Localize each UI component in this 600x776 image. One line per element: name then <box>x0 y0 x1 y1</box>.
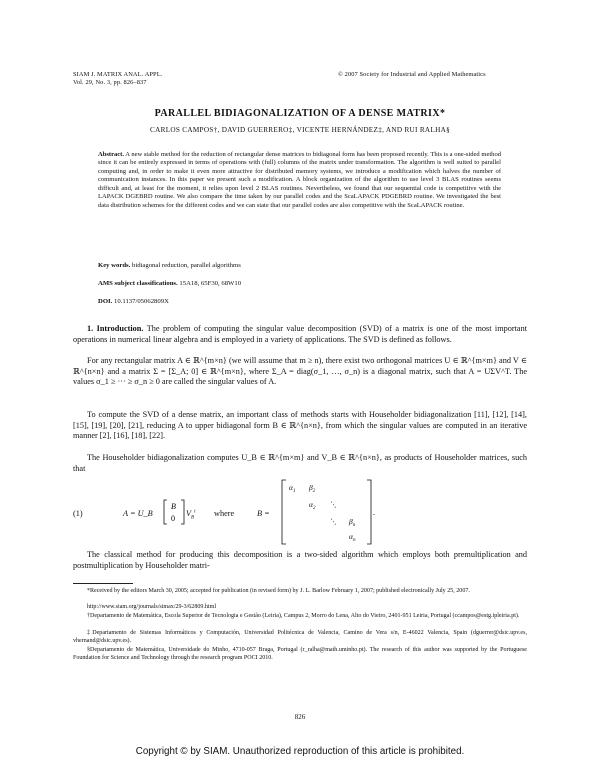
svg-text:α2: $\alpha_2$ <box>309 500 316 511</box>
paper-authors: CARLOS CAMPOS†, DAVID GUERRERO‡, VICENTE HERNÁNDEZ‡, AND RUI RALHA§ <box>150 126 450 134</box>
footnote-received: *Received by the editors March 30, 2005; accepted for publication (in revised form) by J. L. Barlow February 1, 2007; published electronically July 25, 2007. <box>87 588 470 594</box>
intro-paragraph-1 <box>73 324 527 345</box>
equation-b: B = <box>257 509 270 518</box>
svg-text:⋱: ⋱ <box>329 517 337 526</box>
equation-lhs: A = U_B <box>123 509 153 518</box>
intro-paragraph-3: To compute the SVD of a dense matrix, an important class of methods starts with Householder bidiagonalization [11], [12], [14], [15], [19], [20], [21], reducing A to upper bidiagonal form B ∈ ℝ^{n×n}, from which the singular values are computed in an iterative manner [2], [16], [18], [22]. <box>73 410 527 441</box>
intro-p1-text: The problem of computing the singular value decomposition (SVD) of a matrix is one of the most important operations in numerical linear algebra and is employed in a variety of applications. The SVD is defined as follows. <box>73 324 528 344</box>
block-matrix <box>163 499 185 525</box>
copyright-notice: Copyright © by SIAM. Unauthorized reproduction of this article is prohibited. <box>135 746 465 757</box>
doi-text: 10.1137/05062809X <box>113 298 169 305</box>
intro-paragraph-5: The classical method for producing this decomposition is a two-sided algorithm which employs both premultiplication and postmultiplication by Householder matri- <box>73 550 527 570</box>
svg-text:α1: $\alpha_1$ <box>289 483 296 494</box>
page-number: 826 <box>294 713 306 721</box>
bidiagonal-matrix <box>281 479 377 545</box>
equation-label: (1) <box>73 509 83 518</box>
journal-line-1: SIAM J. MATRIX ANAL. APPL. <box>73 71 163 78</box>
section-heading: 1. Introduction. <box>87 324 144 333</box>
svg-text:⋱: ⋱ <box>329 500 337 509</box>
footnote-rule <box>73 583 133 584</box>
paper-title: PARALLEL BIDIAGONALIZATION OF A DENSE MATRIX* <box>154 108 446 119</box>
doi-label: DOI. <box>98 298 113 305</box>
equation-vbt: $V_B^t$ <box>186 509 196 521</box>
svg-text:0: 0 <box>171 514 175 523</box>
bidiagonal-matrix-svg <box>281 479 377 545</box>
society-line: © 2007 Society for Industrial and Applied Mathematics <box>338 71 486 78</box>
footnote-author-3: §Departamento de Matemática, Universidade do Minho, 4710-057 Braga, Portugal (r_ralha@math.uminho.pt). The research of this author was supported by the Portuguese Foundation for Science and Technology through the research program POCI 2010. <box>73 647 527 661</box>
intro-paragraph-4: The Householder bidiagonalization computes U_B ∈ ℝ^{m×m} and V_B ∈ ℝ^{n×n}, as products of Householder matrices, such that <box>73 453 527 473</box>
svg-text:βn: $\beta_n$ <box>349 517 356 528</box>
ams-label: AMS subject classifications. <box>98 280 178 287</box>
keywords-label: Key words. <box>98 262 131 269</box>
abstract-label: Abstract. <box>98 151 124 158</box>
keywords-text: bidiagonal reduction, parallel algorithms <box>132 262 241 269</box>
ams-classifications <box>98 280 501 287</box>
keywords <box>98 262 501 269</box>
svg-text:β2: $\beta_2$ <box>309 483 316 494</box>
footnote-author-1: †Departamento de Matemática, Escola Superior de Tecnologia e Gestão (Leiria), Campus 2, Morro do Lena, Alto do Vieiro, 2401-951 Leiria, Portugal (ccampos@estg.ipleiria.pt). <box>87 613 520 619</box>
journal-line-2: Vol. 29, No. 3, pp. 826–837 <box>73 79 147 86</box>
abstract-text: A new stable method for the reduction of rectangular dense matrices to bidiagonal form has been proposed recently. This is a one-sided method since it can be entirely expressed in terms of operations with (full) columns of the matrix under transformation. The algorithm is well suited to parallel computing and, in order to make it even more attractive for distributed memory systems, we introduce a modification which halves the number of communication instances. In this paper we present such a modification. A block organization of the algorithm to use level 3 BLAS routines seems difficult and, at least for the moment, it relies upon level 2 BLAS routines. Nevertheless, we found that our sequential code is competitive with the LAPACK DGEBRD routine. We also compare the time taken by our parallel codes and the ScaLAPACK PDGEBRD routine. We investigated the best data distribution schemes for the different codes and we can state that our parallel codes are also competitive with the ScaLAPACK routine. <box>98 151 501 209</box>
svg-text:αn: $\alpha_n$ <box>349 532 356 543</box>
ams-text: 15A18, 65F30, 68W10 <box>179 280 242 287</box>
equation-where: where <box>214 509 235 518</box>
intro-paragraph-2: For any rectangular matrix A ∈ ℝ^{m×n} (we will assume that m ≥ n), there exist two orthogonal matrices U ∈ ℝ^{m×m} and V ∈ ℝ^{n×n} and a matrix Σ = [Σ_A; 0] ∈ ℝ^{m×n}, where Σ_A = diag(σ_1, …, σ_n) is a diagonal matrix, such that A = UΣV^T. The values σ_1 ≥ ··· ≥ σ_n ≥ 0 are called the singular values of A. <box>73 356 527 387</box>
svg-text:.: . <box>373 508 375 517</box>
footnote-url: http://www.siam.org/journals/simax/29-3/62809.html <box>87 604 216 610</box>
doi <box>98 298 501 305</box>
abstract <box>98 151 501 210</box>
footnote-author-2: ‡Departamento de Sistemas Informáticos y Computación, Universidad Politécnica de Valencia, Camino de Vera s/n, E-46022 Valencia, Spain (dguerrer@dsic.upv.es, vhernand@dsic.upv.es). <box>73 630 527 644</box>
block-matrix-brackets <box>163 499 185 525</box>
svg-text:B: B <box>171 502 176 511</box>
